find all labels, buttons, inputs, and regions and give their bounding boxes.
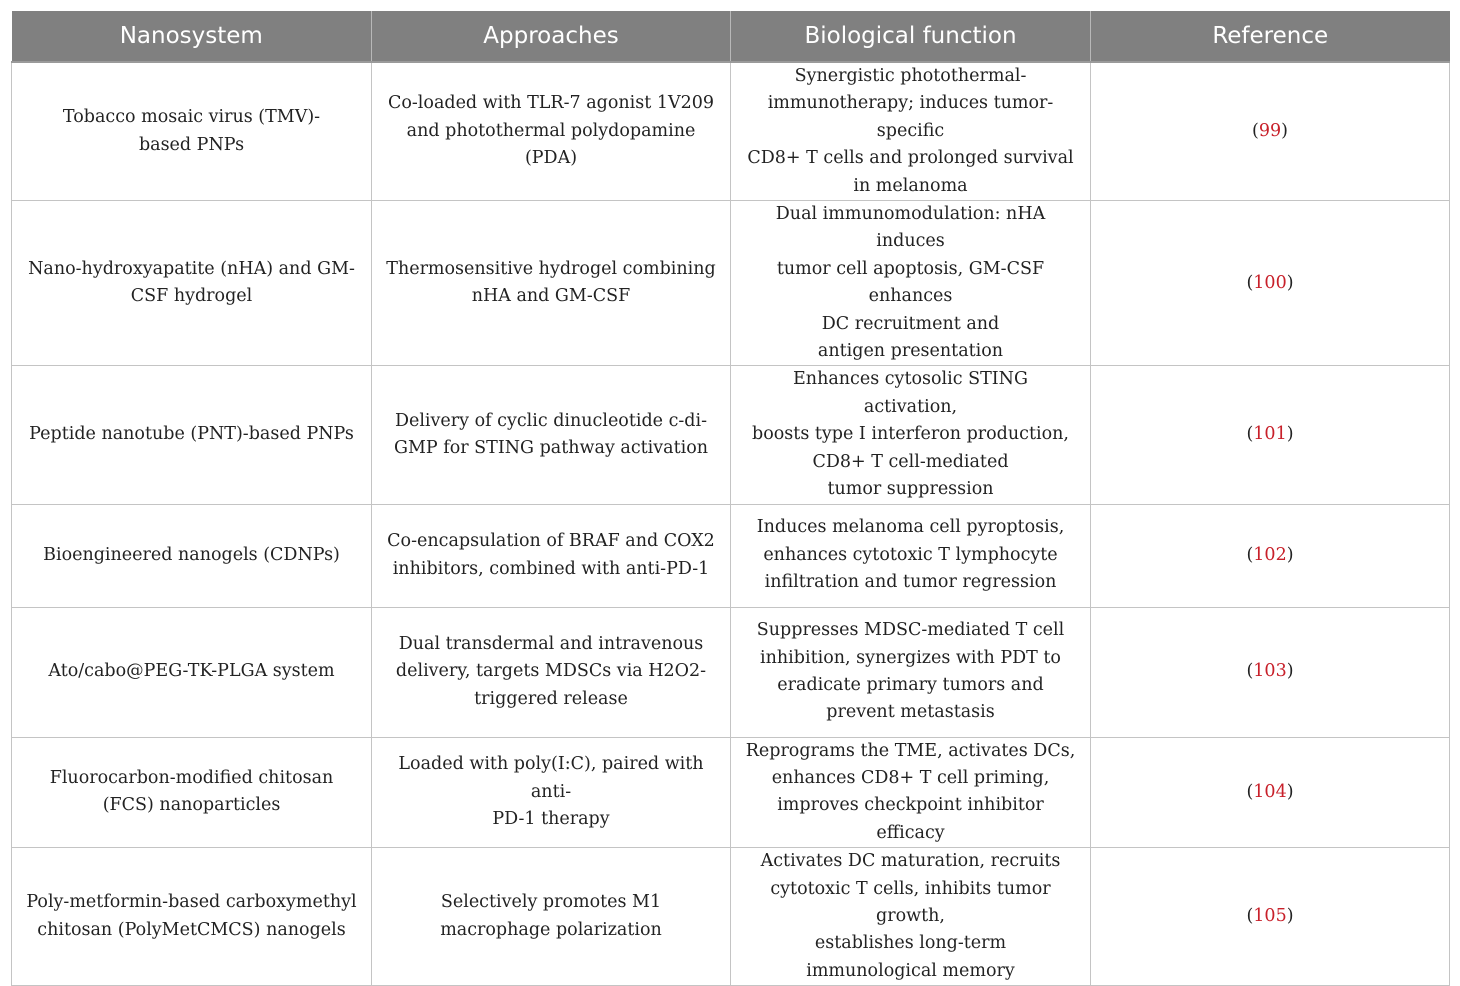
approaches-cell: [372, 848, 731, 986]
reference-open-paren: (: [1246, 661, 1254, 682]
nanosystem-table: [11, 11, 1450, 986]
biological-function-cell: [731, 62, 1091, 201]
biological-function-cell: [731, 366, 1091, 504]
reference-link[interactable]: 100: [1253, 272, 1287, 293]
table-header: [12, 11, 1450, 62]
nanosystem-cell: [12, 848, 372, 986]
nanosystem-cell-line: Nano-hydroxyapatite (nHA) and GM-: [28, 258, 355, 279]
approaches-cell-line: delivery, targets MDSCs via H2O2-: [395, 661, 707, 682]
reference-open-paren: (: [1246, 781, 1254, 802]
biological-function-cell-line: tumor cell apoptosis, GM-CSF enhances: [776, 258, 1045, 307]
biological-function-cell-line: eradicate primary tumors and: [777, 675, 1044, 695]
approaches-cell-line: triggered release: [474, 688, 628, 709]
nanosystem-cell: [12, 201, 372, 366]
reference-link[interactable]: 105: [1253, 905, 1287, 926]
table-row: [12, 366, 1450, 504]
biological-function-cell-line: prevent metastasis: [826, 702, 995, 723]
nanosystem-cell-line: Tobacco mosaic virus (TMV)-: [62, 107, 321, 128]
biological-function-cell: [731, 607, 1091, 737]
reference-cell: [1091, 62, 1450, 201]
nanosystem-cell: [12, 366, 372, 504]
approaches-cell-line: nHA and GM-CSF: [471, 286, 631, 307]
table-row: [12, 62, 1450, 201]
biological-function-cell-line: establishes long-term: [814, 933, 1007, 954]
reference-close-paren: ): [1286, 781, 1294, 802]
nanosystem-cell: [12, 607, 372, 737]
approaches-cell-line: inhibitors, combined with anti-PD-1: [392, 558, 710, 579]
nanosystem-cell-line: Poly-metformin-based carboxymethyl: [26, 892, 357, 913]
approaches-cell: [372, 366, 731, 504]
biological-function-cell: [731, 737, 1091, 848]
nanosystem-cell-line: Ato/cabo@PEG-TK-PLGA system: [48, 661, 335, 682]
biological-function-cell-line: Dual immunomodulation: nHA induces: [775, 204, 1046, 252]
reference-close-paren: ): [1286, 424, 1294, 445]
table-row: [12, 201, 1450, 366]
reference-link[interactable]: 101: [1253, 424, 1287, 445]
biological-function-cell-line: Synergistic photothermal-: [794, 66, 1027, 86]
approaches-cell-line: Loaded with poly(I:C), paired with anti-: [398, 754, 704, 802]
table-row: [12, 848, 1450, 986]
approaches-cell: [372, 504, 731, 607]
biological-function-cell-line: tumor suppression: [827, 479, 994, 500]
biological-function-cell-line: cytotoxic T cells, inhibits tumor growth,: [770, 878, 1051, 926]
reference-open-paren: (: [1246, 424, 1254, 445]
biological-function-cell-line: CD8+ T cells and prolonged survival: [747, 148, 1074, 169]
biological-function-cell-line: enhances CD8+ T cell priming,: [771, 767, 1050, 788]
nanosystem-cell: [12, 504, 372, 607]
approaches-cell-line: Delivery of cyclic dinucleotide c-di-: [394, 410, 708, 431]
reference-close-paren: ): [1286, 272, 1294, 293]
approaches-cell: [372, 62, 731, 201]
reference-cell: [1091, 504, 1450, 607]
biological-function-cell-line: in melanoma: [853, 175, 968, 196]
reference-close-paren: ): [1286, 661, 1294, 682]
biological-function-cell-line: inhibition, synergizes with PDT to: [760, 647, 1061, 668]
reference-link[interactable]: 102: [1253, 544, 1287, 565]
biological-function-cell: [731, 201, 1091, 366]
biological-function-cell-line: Induces melanoma cell pyroptosis,: [756, 517, 1065, 538]
approaches-cell-line: and photothermal polydopamine (PDA): [406, 120, 696, 169]
nanosystem-cell: [12, 737, 372, 848]
approaches-cell-line: Selectively promotes M1: [440, 892, 662, 913]
header-row: [12, 11, 1450, 62]
approaches-cell-line: Co-encapsulation of BRAF and COX2: [387, 531, 715, 552]
table-row: [12, 737, 1450, 848]
reference-link[interactable]: 104: [1253, 781, 1287, 802]
nanosystem-cell-line: Fluorocarbon-modified chitosan: [49, 767, 334, 788]
reference-cell: [1091, 201, 1450, 366]
reference-link[interactable]: 103: [1253, 661, 1287, 682]
biological-function-cell-line: Reprograms the TME, activates DCs,: [745, 740, 1076, 761]
biological-function-cell-line: infiltration and tumor regression: [764, 572, 1057, 593]
biological-function-cell-line: immunotherapy; induces tumor-specific: [767, 93, 1054, 141]
biological-function-cell-line: Activates DC maturation, recruits: [760, 851, 1061, 872]
approaches-cell-line: macrophage polarization: [440, 919, 662, 940]
reference-close-paren: ): [1286, 544, 1294, 565]
approaches-cell-line: PD-1 therapy: [492, 809, 610, 830]
approaches-cell-line: Thermosensitive hydrogel combining: [386, 258, 716, 279]
approaches-cell-line: Co-loaded with TLR-7 agonist 1V209: [387, 93, 715, 114]
approaches-cell-line: GMP for STING pathway activation: [393, 437, 709, 458]
reference-open-paren: (: [1252, 120, 1259, 141]
biological-function-cell-line: boosts type I interferon production,: [752, 424, 1069, 445]
reference-close-paren: ): [1286, 905, 1294, 926]
biological-function-cell-line: improves checkpoint inhibitor efficacy: [777, 795, 1044, 843]
biological-function-cell-line: enhances cytotoxic T lymphocyte: [763, 544, 1058, 565]
biological-function-cell-line: CD8+ T cell-mediated: [812, 451, 1009, 472]
biological-function-cell-line: antigen presentation: [817, 341, 1004, 362]
reference-open-paren: (: [1246, 905, 1254, 926]
nanosystem-cell-line: CSF hydrogel: [130, 286, 253, 307]
biological-function-cell: [731, 848, 1091, 986]
column-header-nanosystem: Nanosystem: [12, 11, 372, 62]
reference-cell: [1091, 607, 1450, 737]
approaches-cell: [372, 201, 731, 366]
nanosystem-cell-line: chitosan (PolyMetCMCS) nanogels: [37, 919, 346, 940]
biological-function-cell-line: immunological memory: [806, 960, 1015, 981]
column-header-approaches: Approaches: [372, 11, 731, 62]
approaches-cell: [372, 737, 731, 848]
biological-function-cell-line: DC recruitment and: [821, 313, 1000, 334]
approaches-cell-line: Dual transdermal and intravenous: [398, 633, 704, 654]
column-header-biological-function: Biological function: [731, 11, 1091, 62]
approaches-cell: [372, 607, 731, 737]
table-row: [12, 607, 1450, 737]
reference-cell: [1091, 848, 1450, 986]
reference-cell: [1091, 366, 1450, 504]
nanosystem-cell-line: based PNPs: [138, 134, 245, 155]
biological-function-cell: [731, 504, 1091, 607]
table-body: [12, 62, 1450, 986]
reference-cell: [1091, 737, 1450, 848]
biological-function-cell-line: Enhances cytosolic STING activation,: [793, 369, 1028, 417]
nanosystem-cell-line: Peptide nanotube (PNT)-based PNPs: [29, 424, 354, 445]
reference-link[interactable]: 99: [1258, 120, 1282, 141]
reference-close-paren: ): [1281, 120, 1288, 141]
column-header-reference: Reference: [1091, 11, 1450, 62]
nanosystem-cell: [12, 62, 372, 201]
reference-open-paren: (: [1246, 544, 1254, 565]
reference-open-paren: (: [1246, 272, 1254, 293]
data-table-container: [11, 11, 1449, 986]
biological-function-cell-line: Suppresses MDSC-mediated T cell: [756, 620, 1065, 641]
nanosystem-cell-line: Bioengineered nanogels (CDNPs): [43, 544, 340, 565]
table-row: [12, 504, 1450, 607]
nanosystem-cell-line: (FCS) nanoparticles: [102, 795, 281, 816]
